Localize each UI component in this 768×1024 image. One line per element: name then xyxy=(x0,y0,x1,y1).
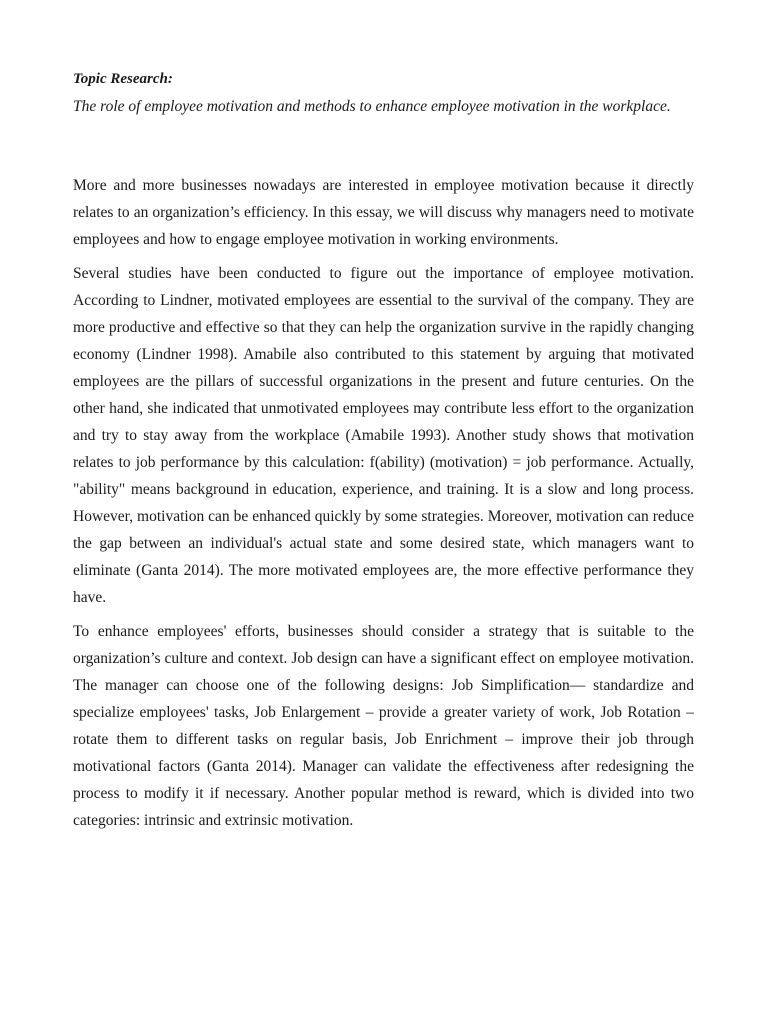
document-content xyxy=(73,66,694,841)
essay-body xyxy=(73,172,694,834)
topic-title: The role of employee motivation and methods to enhance employee motivation in the workplace. xyxy=(73,98,671,115)
paragraph-importance: Several studies have been conducted to figure out the importance of employee motivation. According to Lindner, motivated employees are essential to the survival of the company. They are more productive and effective so that they can help the organization survive in the rapidly changing economy (Lindner 1998). Amabile also contributed to this statement by arguing that motivated employees are the pillars of successful organizations in the present and future centuries. On the other hand, she indicated that unmotivated employees may contribute less effort to the organization and try to stay away from the workplace (Amabile 1993). Another study shows that motivation relates to job performance by this calculation: f(ability) (motivation) = job performance. Actually, "ability" means background in education, experience, and training. It is a slow and long process. However, motivation can be enhanced quickly by some strategies. Moreover, motivation can reduce the gap between an individual's actual state and some desired state, which managers want to eliminate (Ganta 2014). The more motivated employees are, the more effective performance they have. xyxy=(73,265,694,606)
topic-research-label: Topic Research: xyxy=(73,71,173,87)
paragraph-introduction: More and more businesses nowadays are interested in employee motivation because it directly relates to an organization’s efficiency. In this essay, we will discuss why managers need to motivate employees and how to engage employee motivation in working environments. xyxy=(73,177,694,248)
paragraph-strategies: To enhance employees' efforts, businesses should consider a strategy that is suitable to the organization’s culture and context. Job design can have a significant effect on employee motivation. The manager can choose one of the following designs: Job Simplification— standardize and specialize employees' tasks, Job Enlargement – provide a greater variety of work, Job Rotation – rotate them to different tasks on regular basis, Job Enrichment – improve their job through motivational factors (Ganta 2014). Manager can validate the effectiveness after redesigning the process to modify it if necessary. Another popular method is reward, which is divided into two categories: intrinsic and extrinsic motivation. xyxy=(73,623,694,829)
